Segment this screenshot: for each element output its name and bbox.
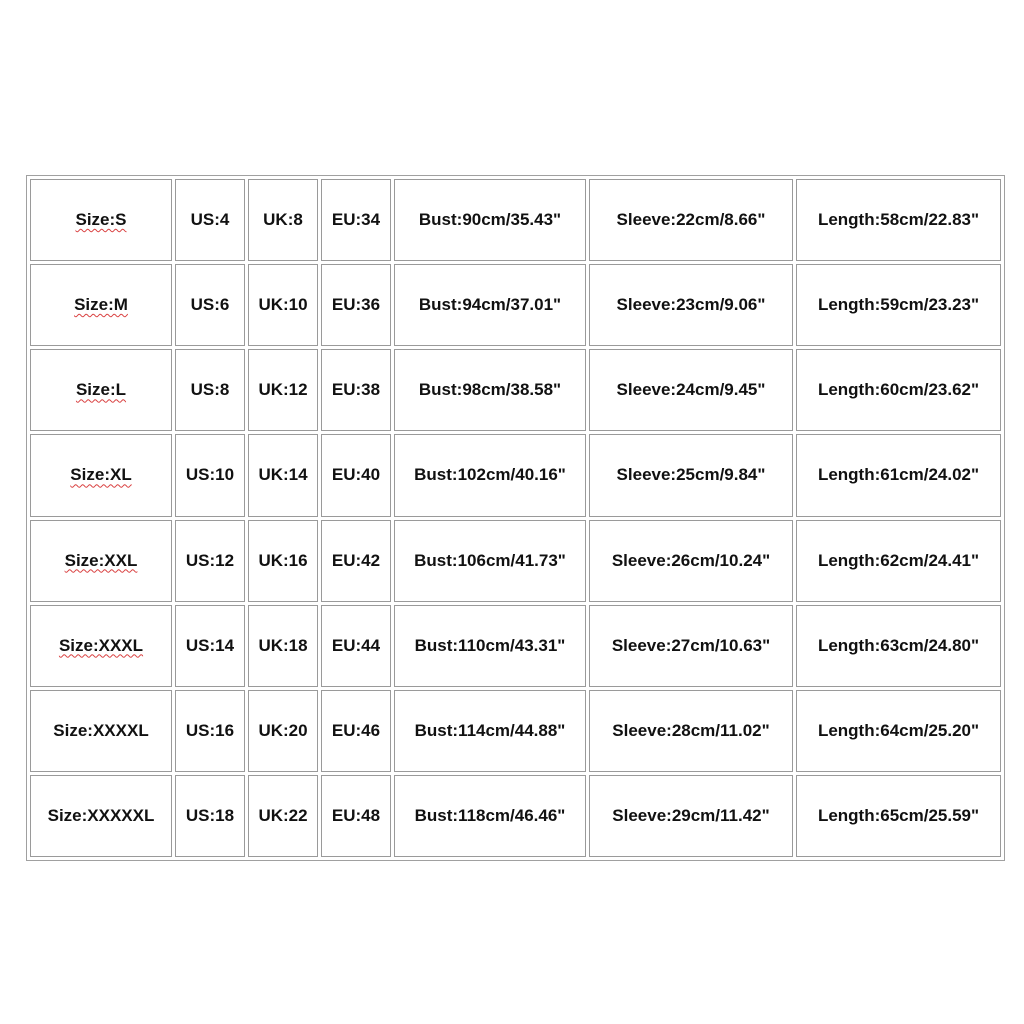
- uk-size-cell: UK:22: [248, 775, 318, 857]
- sleeve-cell: Sleeve:22cm/8.66": [589, 179, 793, 261]
- bust-cell: Bust:114cm/44.88": [394, 690, 586, 772]
- size-cell: Size:XXXXL: [30, 690, 172, 772]
- us-size-cell: US:4: [175, 179, 245, 261]
- bust-cell: Bust:110cm/43.31": [394, 605, 586, 687]
- sleeve-cell: Sleeve:24cm/9.45": [589, 349, 793, 431]
- us-size-cell: US:10: [175, 434, 245, 516]
- eu-size-cell: EU:44: [321, 605, 391, 687]
- length-cell: Length:58cm/22.83": [796, 179, 1001, 261]
- bust-cell: Bust:102cm/40.16": [394, 434, 586, 516]
- eu-size-cell: EU:34: [321, 179, 391, 261]
- size-row-l: [30, 349, 1001, 431]
- eu-size-cell: EU:46: [321, 690, 391, 772]
- size-cell: Size:XXXL: [30, 605, 172, 687]
- eu-size-cell: EU:42: [321, 520, 391, 602]
- us-size-cell: US:18: [175, 775, 245, 857]
- length-cell: Length:63cm/24.80": [796, 605, 1001, 687]
- us-size-cell: US:12: [175, 520, 245, 602]
- bust-cell: Bust:118cm/46.46": [394, 775, 586, 857]
- sleeve-cell: Sleeve:27cm/10.63": [589, 605, 793, 687]
- us-size-cell: US:14: [175, 605, 245, 687]
- uk-size-cell: UK:18: [248, 605, 318, 687]
- us-size-cell: US:6: [175, 264, 245, 346]
- size-row-xxxxl: [30, 690, 1001, 772]
- uk-size-cell: UK:12: [248, 349, 318, 431]
- sleeve-cell: Sleeve:26cm/10.24": [589, 520, 793, 602]
- size-cell: Size:L: [30, 349, 172, 431]
- size-row-xxxxxl: [30, 775, 1001, 857]
- size-row-xxl: [30, 520, 1001, 602]
- sleeve-cell: Sleeve:28cm/11.02": [589, 690, 793, 772]
- size-row-m: [30, 264, 1001, 346]
- uk-size-cell: UK:10: [248, 264, 318, 346]
- size-cell: Size:S: [30, 179, 172, 261]
- sleeve-cell: Sleeve:29cm/11.42": [589, 775, 793, 857]
- length-cell: Length:62cm/24.41": [796, 520, 1001, 602]
- length-cell: Length:59cm/23.23": [796, 264, 1001, 346]
- eu-size-cell: EU:36: [321, 264, 391, 346]
- uk-size-cell: UK:8: [248, 179, 318, 261]
- sleeve-cell: Sleeve:25cm/9.84": [589, 434, 793, 516]
- size-cell: Size:XXL: [30, 520, 172, 602]
- size-chart-table: [26, 175, 1005, 861]
- uk-size-cell: UK:16: [248, 520, 318, 602]
- us-size-cell: US:8: [175, 349, 245, 431]
- length-cell: Length:64cm/25.20": [796, 690, 1001, 772]
- uk-size-cell: UK:14: [248, 434, 318, 516]
- size-row-xxxl: [30, 605, 1001, 687]
- bust-cell: Bust:94cm/37.01": [394, 264, 586, 346]
- eu-size-cell: EU:40: [321, 434, 391, 516]
- length-cell: Length:61cm/24.02": [796, 434, 1001, 516]
- eu-size-cell: EU:48: [321, 775, 391, 857]
- bust-cell: Bust:98cm/38.58": [394, 349, 586, 431]
- sleeve-cell: Sleeve:23cm/9.06": [589, 264, 793, 346]
- size-cell: Size:XL: [30, 434, 172, 516]
- size-row-s: [30, 179, 1001, 261]
- uk-size-cell: UK:20: [248, 690, 318, 772]
- bust-cell: Bust:106cm/41.73": [394, 520, 586, 602]
- length-cell: Length:60cm/23.62": [796, 349, 1001, 431]
- us-size-cell: US:16: [175, 690, 245, 772]
- length-cell: Length:65cm/25.59": [796, 775, 1001, 857]
- size-cell: Size:XXXXXL: [30, 775, 172, 857]
- size-row-xl: [30, 434, 1001, 516]
- bust-cell: Bust:90cm/35.43": [394, 179, 586, 261]
- eu-size-cell: EU:38: [321, 349, 391, 431]
- size-cell: Size:M: [30, 264, 172, 346]
